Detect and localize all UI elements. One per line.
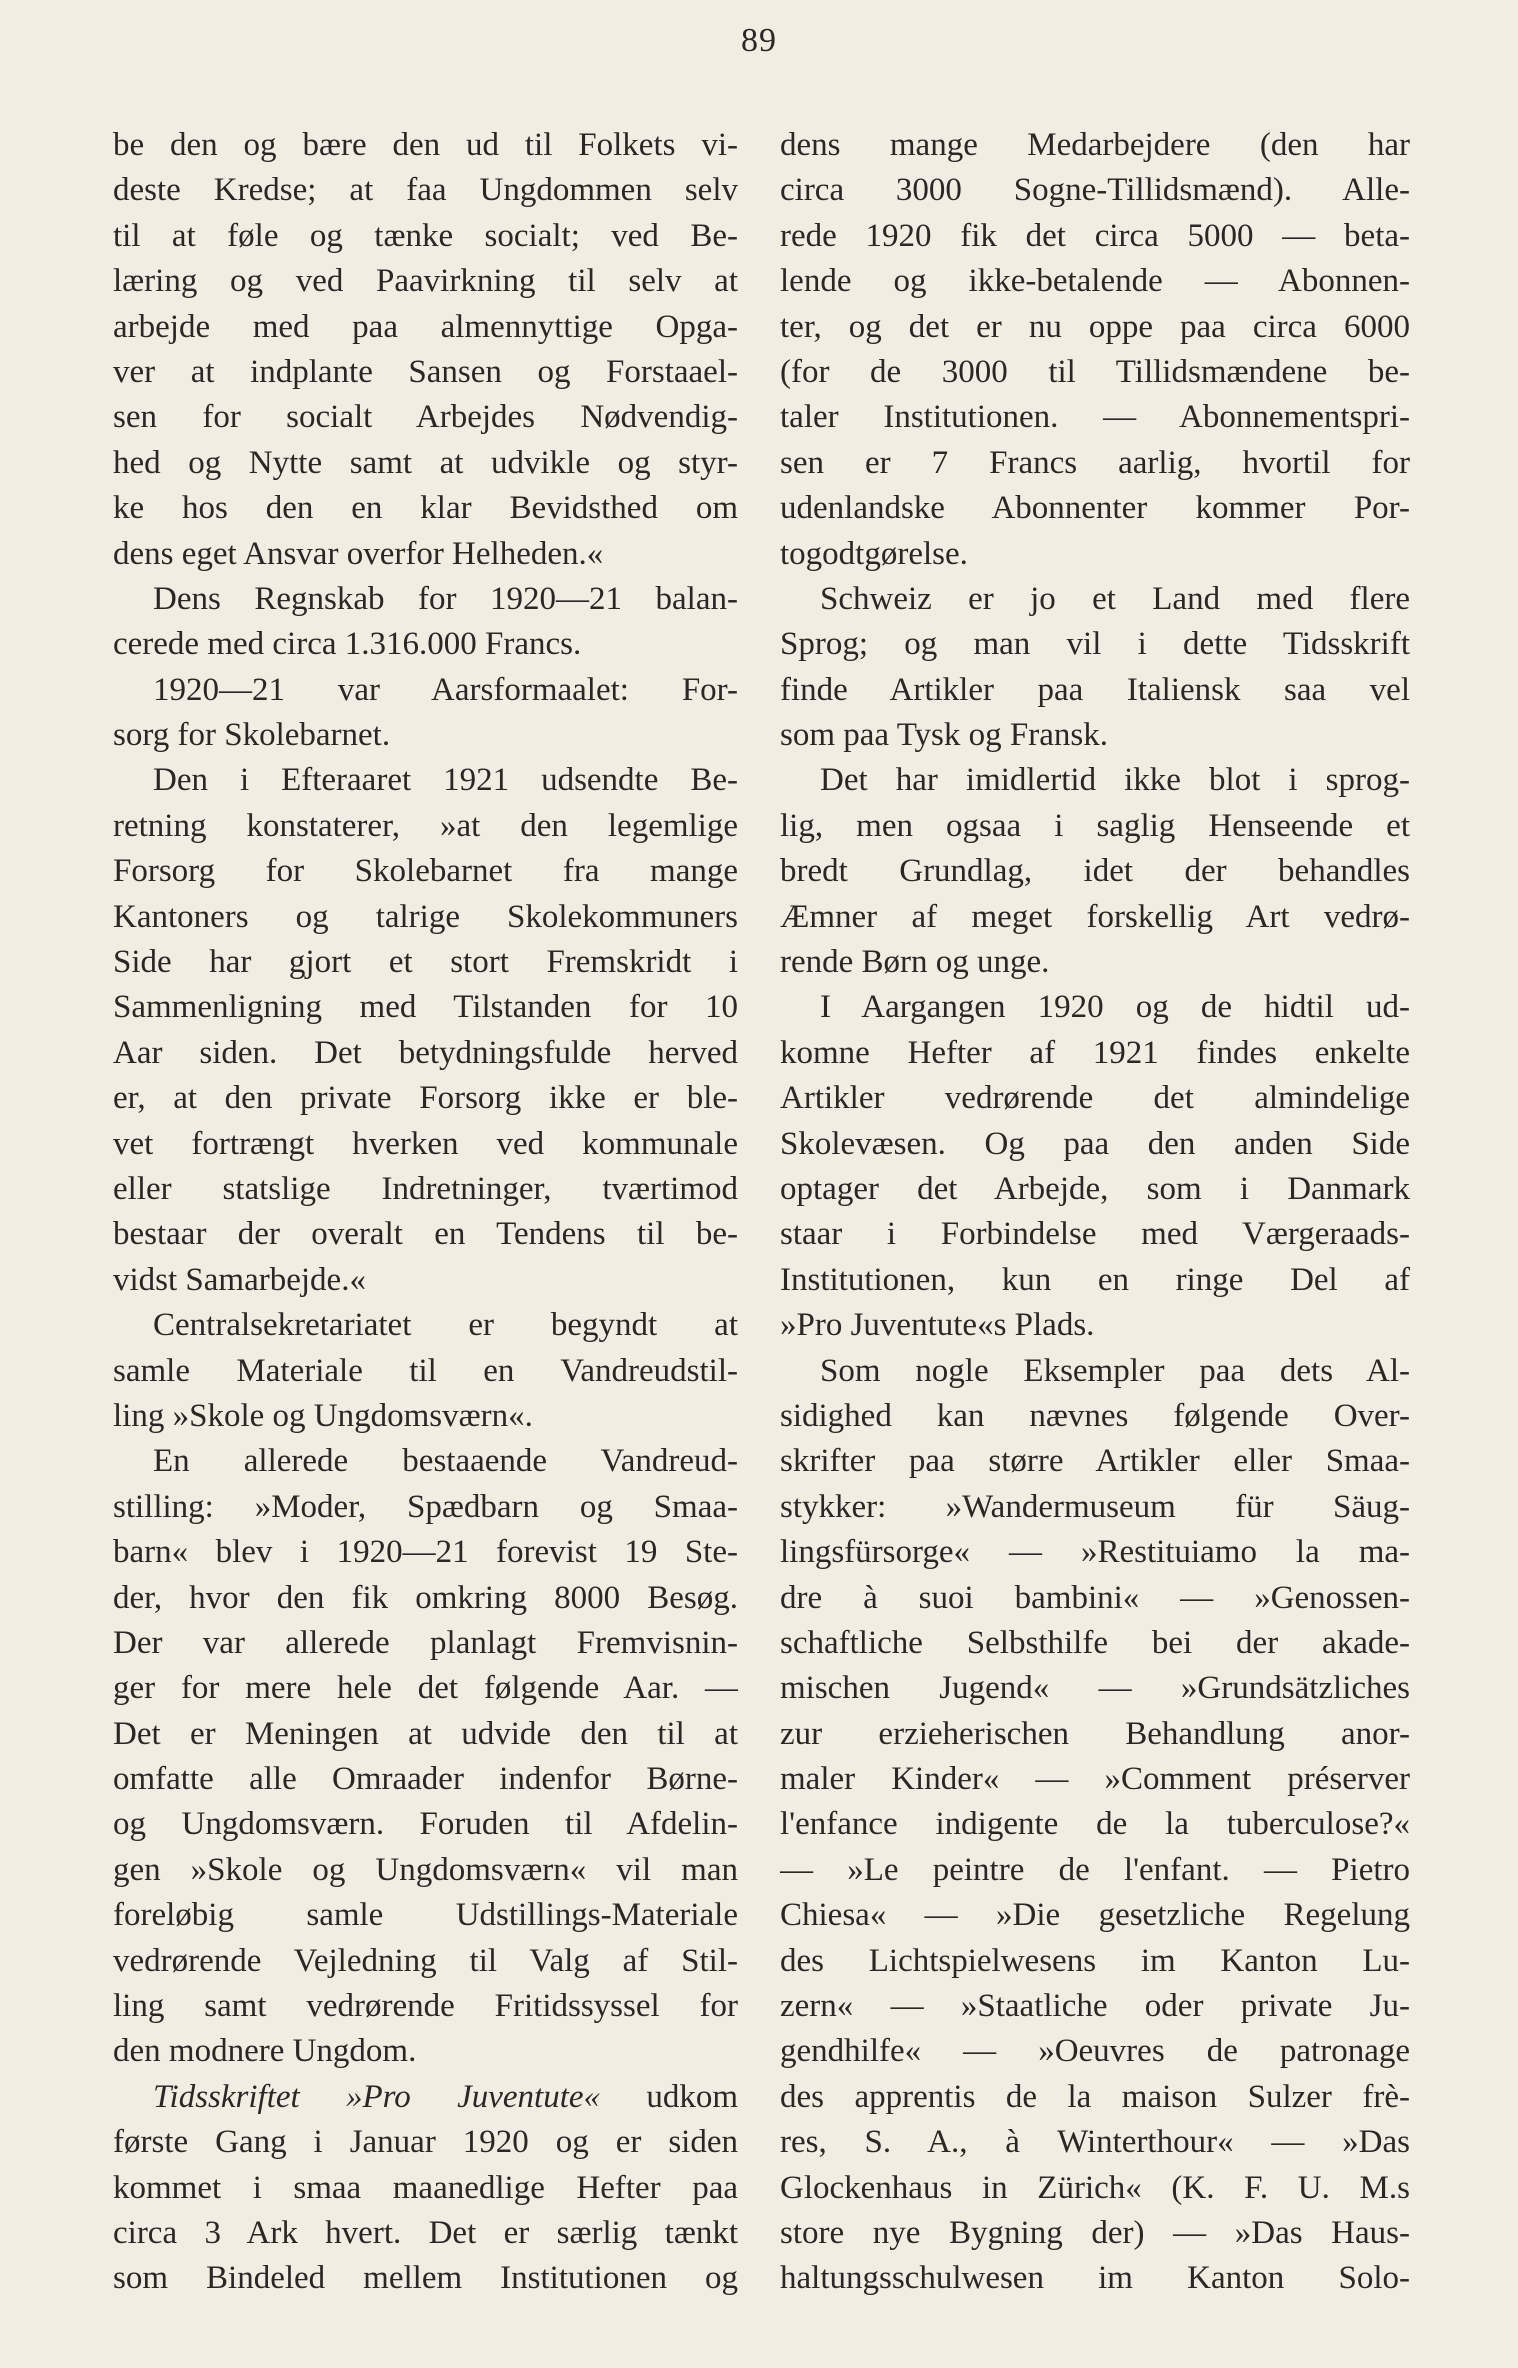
text-line: circa 3000 Sogne-Tillidsmænd). Alle-: [780, 172, 1410, 209]
text-line: læring og ved Paavirkning til selv at: [113, 263, 738, 300]
text-line: finde Artikler paa Italiensk saa vel: [780, 671, 1410, 708]
text-line: zur erzieherischen Behandlung anor-: [780, 1715, 1410, 1752]
text-line: hed og Nytte samt at udvikle og styr-: [113, 444, 738, 481]
text-line: vedrørende Vejledning til Valg af Stil-: [113, 1942, 738, 1979]
text-line: store nye Bygning der) — »Das Haus-: [780, 2214, 1410, 2251]
text-line: skrifter paa større Artikler eller Smaa-: [780, 1443, 1410, 1480]
text-line: sen er 7 Francs aarlig, hvortil for: [780, 444, 1410, 481]
text-line: deste Kredse; at faa Ungdommen selv: [113, 172, 738, 209]
text-line: gendhilfe« — »Oeuvres de patronage: [780, 2033, 1410, 2070]
text-line: Som nogle Eksempler paa dets Al-: [820, 1352, 1410, 1389]
text-line: der, hvor den fik omkring 8000 Besøg.: [113, 1579, 738, 1616]
text-line: ver at indplante Sansen og Forstaael-: [113, 353, 738, 390]
text-line: bredt Grundlag, idet der behandles: [780, 853, 1410, 890]
text-line: cerede med circa 1.316.000 Francs.: [113, 626, 582, 663]
text-line: — »Le peintre de l'enfant. — Pietro: [780, 1851, 1410, 1888]
text-line: som Bindeled mellem Institutionen og: [113, 2260, 738, 2297]
text-line: Artikler vedrørende det almindelige: [780, 1080, 1410, 1117]
text-line: lig, men ogsaa i saglig Henseende et: [780, 807, 1410, 844]
text-line: rede 1920 fik det circa 5000 — beta-: [780, 217, 1410, 254]
text-line: samle Materiale til en Vandreudstil-: [113, 1352, 738, 1389]
text-line: sen for socialt Arbejdes Nødvendig-: [113, 399, 738, 436]
text-line: optager det Arbejde, som i Danmark: [780, 1170, 1410, 1207]
text-line: Det er Meningen at udvide den til at: [113, 1715, 738, 1752]
italic-title: Tidsskriftet »Pro Juventute«: [153, 2078, 601, 2115]
text-line: ger for mere hele det følgende Aar. —: [113, 1670, 738, 1707]
text-line: rende Børn og unge.: [780, 944, 1050, 981]
text-line: maler Kinder« — »Comment préserver: [780, 1761, 1410, 1798]
text-line: Der var allerede planlagt Fremvisnin-: [113, 1624, 738, 1661]
text-line: Side har gjort et stort Fremskridt i: [113, 944, 738, 981]
text-line: ter, og det er nu oppe paa circa 6000: [780, 308, 1410, 345]
text-line: første Gang i Januar 1920 og er siden: [113, 2124, 738, 2161]
text-line: ke hos den en klar Bevidsthed om: [113, 490, 738, 527]
text-line: dens mange Medarbejdere (den har: [780, 127, 1410, 163]
text-line: lingsfürsorge« — »Restituiamo la ma-: [780, 1534, 1410, 1571]
text-line: Aar siden. Det betydningsfulde herved: [113, 1034, 738, 1071]
text-line: som paa Tysk og Fransk.: [780, 717, 1108, 754]
text-line: des apprentis de la maison Sulzer frè-: [780, 2078, 1410, 2115]
text-line: komne Hefter af 1921 findes enkelte: [780, 1034, 1410, 1071]
text-line: Glockenhaus in Zürich« (K. F. U. M.s: [780, 2169, 1410, 2206]
text-line: til at føle og tænke socialt; ved Be-: [113, 217, 738, 254]
text-line: vidst Samarbejde.«: [113, 1261, 366, 1298]
text-line: »Pro Juventute«s Plads.: [780, 1307, 1095, 1344]
text-line: taler Institutionen. — Abonnementspri-: [780, 399, 1410, 436]
text-line: dre à suoi bambini« — »Genossen-: [780, 1579, 1410, 1616]
left-text-column: [113, 123, 738, 2302]
text-line: Schweiz er jo et Land med flere: [820, 580, 1410, 617]
text-line: 1920—21 var Aarsformaalet: For-: [153, 671, 738, 708]
page-number: 89: [741, 22, 777, 59]
text-line: er, at den private Forsorg ikke er ble-: [113, 1080, 738, 1117]
text-line: sidighed kan nævnes følgende Over-: [780, 1397, 1410, 1434]
text-line: Dens Regnskab for 1920—21 balan-: [153, 580, 738, 617]
text-line: l'enfance indigente de la tuberculose?«: [780, 1806, 1410, 1843]
text-line: kommet i smaa maanedlige Hefter paa: [113, 2169, 738, 2206]
text-line: Æmner af meget forskellig Art vedrø-: [780, 898, 1410, 935]
text-line: barn« blev i 1920—21 forevist 19 Ste-: [113, 1534, 738, 1571]
text-line: be den og bære den ud til Folkets vi-: [113, 127, 738, 163]
text-line: haltungsschulwesen im Kanton Solo-: [780, 2260, 1410, 2297]
text-line: Forsorg for Skolebarnet fra mange: [113, 853, 738, 890]
text-line: retning konstaterer, »at den legemlige: [113, 807, 738, 844]
text-line: stilling: »Moder, Spædbarn og Smaa-: [113, 1488, 738, 1525]
text-line: res, S. A., à Winterthour« — »Das: [780, 2124, 1410, 2161]
text-line: omfatte alle Omraader indenfor Børne-: [113, 1761, 738, 1798]
text-line: mischen Jugend« — »Grundsätzliches: [780, 1670, 1410, 1707]
text-line: zern« — »Staatliche oder private Ju-: [780, 1988, 1410, 2025]
text-line: gen »Skole og Ungdomsværn« vil man: [113, 1851, 738, 1888]
text-line: ling »Skole og Ungdomsværn«.: [113, 1397, 533, 1434]
text-line: [113, 2075, 738, 2120]
text-line: udenlandske Abonnenter kommer Por-: [780, 490, 1410, 527]
text-line: den modnere Ungdom.: [113, 2033, 417, 2070]
text-line: og Ungdomsværn. Foruden til Afdelin-: [113, 1806, 738, 1843]
text-line: Den i Efteraaret 1921 udsendte Be-: [153, 762, 738, 799]
text-line: Sammenligning med Tilstanden for 10: [113, 989, 738, 1026]
text-line: schaftliche Selbsthilfe bei der akade-: [780, 1624, 1410, 1661]
text-line: sorg for Skolebarnet.: [113, 717, 391, 754]
text-line: En allerede bestaaende Vandreud-: [153, 1443, 738, 1480]
text-line: foreløbig samle Udstillings-Materiale: [113, 1897, 738, 1934]
text-line: bestaar der overalt en Tendens til be-: [113, 1216, 738, 1253]
text-line: staar i Forbindelse med Værgeraads-: [780, 1216, 1410, 1253]
text-line: Kantoners og talrige Skolekommuners: [113, 898, 738, 935]
text-line: ling samt vedrørende Fritidssyssel for: [113, 1988, 738, 2025]
text-line: stykker: »Wandermuseum für Säug-: [780, 1488, 1410, 1525]
text-line: dens eget Ansvar overfor Helheden.«: [113, 535, 604, 572]
text-line: Sprog; og man vil i dette Tidsskrift: [780, 626, 1410, 663]
text-line: vet fortrængt hverken ved kommunale: [113, 1125, 738, 1162]
text-line: lende og ikke-betalende — Abonnen-: [780, 263, 1410, 300]
text-line: des Lichtspielwesens im Kanton Lu-: [780, 1942, 1410, 1979]
text-line: Skolevæsen. Og paa den anden Side: [780, 1125, 1410, 1162]
text-line: Det har imidlertid ikke blot i sprog-: [820, 762, 1410, 799]
text-line: eller statslige Indretninger, tværtimod: [113, 1170, 738, 1207]
text-line: circa 3 Ark hvert. Det er særlig tænkt: [113, 2214, 738, 2251]
text-line: (for de 3000 til Tillidsmændene be-: [780, 353, 1410, 390]
text-line: arbejde med paa almennyttige Opga-: [113, 308, 738, 345]
text-line: Centralsekretariatet er begyndt at: [153, 1307, 738, 1344]
text-line: togodtgørelse.: [780, 535, 968, 572]
text-line: Chiesa« — »Die gesetzliche Regelung: [780, 1897, 1410, 1934]
text-run: udkom: [600, 2078, 738, 2115]
right-text-column: [780, 123, 1410, 2302]
text-line: I Aargangen 1920 og de hidtil ud-: [820, 989, 1410, 1026]
text-line: Institutionen, kun en ringe Del af: [780, 1261, 1410, 1298]
